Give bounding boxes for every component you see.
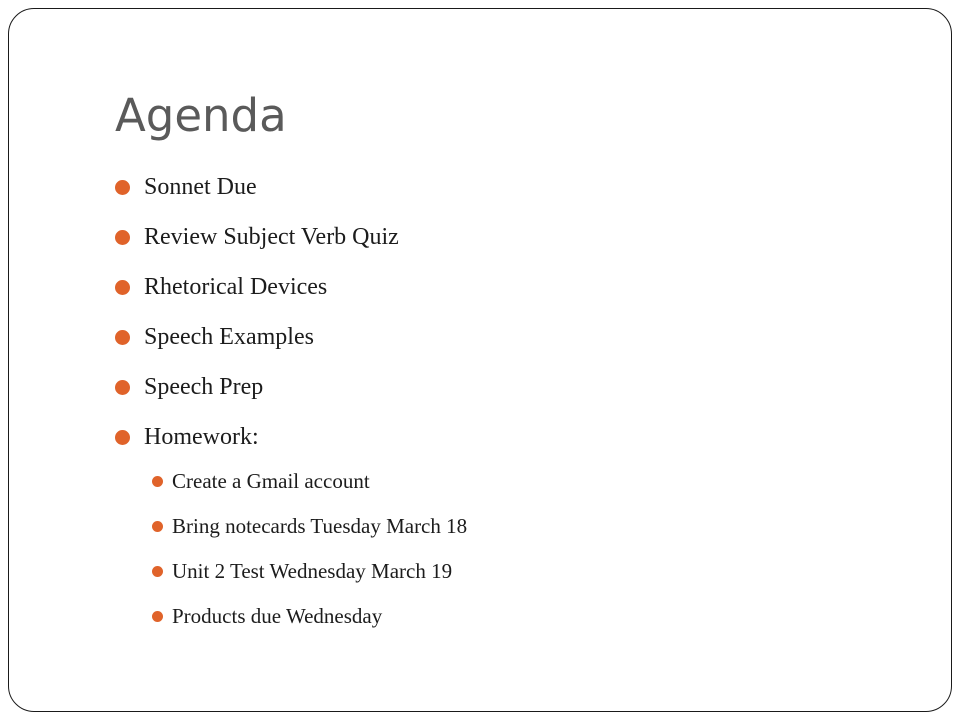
agenda-item [115,169,399,219]
agenda-item-label: Speech Examples [144,324,314,350]
agenda-item [115,269,399,319]
agenda-item-label: Speech Prep [144,374,264,400]
sub-bullet-dot-icon [152,566,163,577]
bullet-dot-icon [115,180,130,195]
bullet-dot-icon [115,280,130,295]
agenda-item-label: Sonnet Due [144,174,257,200]
homework-subitem-label: Products due Wednesday [172,604,383,628]
agenda-item [115,319,399,369]
bullet-dot-icon [115,230,130,245]
homework-subitem-label: Bring notecards Tuesday March 18 [172,514,468,538]
homework-subitem [152,602,467,647]
agenda-item-label: Homework: [144,424,259,450]
agenda-list [115,169,399,469]
homework-sublist [115,469,467,647]
homework-subitem [152,467,467,512]
sub-bullet-dot-icon [152,476,163,487]
slide [8,8,952,712]
agenda-item-homework [115,419,399,469]
homework-subitem-label: Create a Gmail account [172,469,370,493]
homework-subitem [152,557,467,602]
sub-bullet-dot-icon [152,611,163,622]
bullet-dot-icon [115,430,130,445]
slide-title: Agenda [115,89,287,142]
homework-subitem [152,512,467,557]
agenda-item-label: Rhetorical Devices [144,274,328,300]
homework-subitem-label: Unit 2 Test Wednesday March 19 [172,559,453,583]
agenda-item [115,369,399,419]
agenda-item-label: Review Subject Verb Quiz [144,224,399,250]
agenda-item [115,219,399,269]
sub-bullet-dot-icon [152,521,163,532]
bullet-dot-icon [115,380,130,395]
bullet-dot-icon [115,330,130,345]
